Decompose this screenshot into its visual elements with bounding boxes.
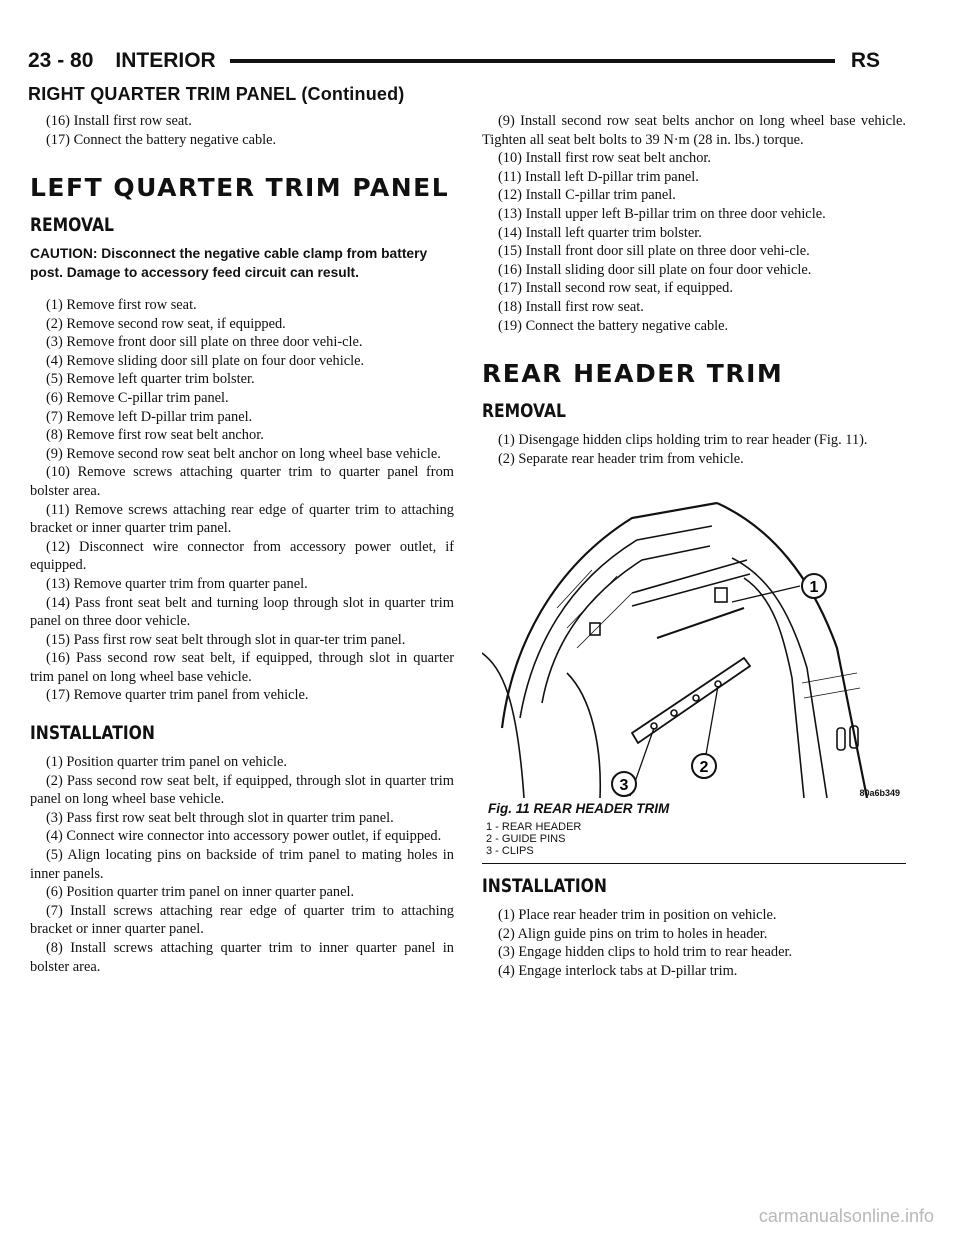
step: (17) Connect the battery negative cable. [46, 131, 277, 148]
legend-item: 3 - CLIPS [486, 844, 534, 857]
step: (1) Remove first row seat. [46, 297, 197, 313]
watermark: carmanualsonline.info [758, 1206, 934, 1226]
step: (8) Install screws attaching quarter trim to inner quarter panel in bolster area. [30, 940, 454, 975]
figure-caption: Fig. 11 REAR HEADER TRIM [488, 801, 670, 817]
step: (11) Install left D-pillar trim panel. [498, 168, 699, 185]
step: (16) Install sliding door sill plate on four door vehicle. [498, 261, 812, 278]
step: (4) Remove sliding door sill plate on four door vehicle. [46, 352, 365, 369]
callout-1: 1 [809, 579, 819, 597]
page-number: 23 - 80 [28, 49, 94, 72]
step: (16) Pass second row seat belt, if equipped, through slot in quarter trim panel on long wheel base vehicle. [30, 650, 454, 685]
step: (7) Install screws attaching rear edge of quarter trim to attaching bracket or inner quarter panel. [30, 902, 454, 938]
step: (4) Engage interlock tabs at D-pillar trim. [498, 962, 738, 979]
step: (12) Install C-pillar trim panel. [498, 187, 676, 204]
heading-installation: INSTALLATION [482, 874, 607, 897]
right-column [482, 112, 906, 980]
step: (2) Align guide pins on trim to holes in header. [498, 925, 768, 942]
step: (7) Remove left D-pillar trim panel. [46, 408, 253, 425]
step: (15) Pass first row seat belt through slot in quar-ter trim panel. [46, 631, 406, 648]
legend-item: 2 - GUIDE PINS [486, 832, 566, 845]
heading-left-quarter-trim-panel: LEFT QUARTER TRIM PANEL [30, 173, 450, 203]
step: (2) Separate rear header trim from vehicle. [498, 450, 744, 467]
left-column [30, 112, 454, 976]
figure-rear-header-trim [482, 498, 906, 864]
legend-item: 1 - REAR HEADER [486, 820, 582, 833]
heading-removal: REMOVAL [482, 400, 566, 423]
step: (8) Remove first row seat belt anchor. [46, 427, 264, 444]
step: (5) Remove left quarter trim bolster. [46, 371, 255, 388]
step: (12) Disconnect wire connector from accessory power outlet, if equipped. [30, 538, 454, 574]
heading-rear-header-trim: REAR HEADER TRIM [482, 359, 784, 389]
step: (9) Install second row seat belts anchor on long wheel base vehicle. Tighten all seat belt bolts to 39 N·m (28 in. lbs.) torque. [482, 113, 906, 148]
step: (15) Install front door sill plate on three door vehi-cle. [498, 243, 810, 260]
step: (3) Engage hidden clips to hold trim to rear header. [498, 944, 793, 961]
callout-3: 3 [619, 777, 629, 795]
step: (19) Connect the battery negative cable. [498, 317, 729, 334]
step: (2) Pass second row seat belt, if equipped, through slot in quarter trim panel on long wheel base vehicle. [30, 772, 454, 808]
step: (17) Install second row seat, if equipped. [498, 280, 733, 297]
step: (17) Remove quarter trim panel from vehicle. [46, 687, 309, 704]
step: (13) Remove quarter trim from quarter panel. [46, 575, 308, 592]
step: (2) Remove second row seat, if equipped. [46, 315, 286, 332]
continued-heading: RIGHT QUARTER TRIM PANEL (Continued) [28, 84, 405, 104]
rear-header-trim-illustration [482, 498, 902, 798]
removal-steps [30, 296, 454, 705]
step: (4) Connect wire connector into accessory power outlet, if equipped. [46, 828, 442, 845]
installation-steps-continued [482, 112, 906, 335]
step: (14) Install left quarter trim bolster. [498, 224, 702, 241]
step: (10) Install first row seat belt anchor. [498, 150, 711, 167]
step: (9) Remove second row seat belt anchor on long wheel base vehicle. [46, 445, 441, 462]
heading-installation: INSTALLATION [30, 722, 155, 745]
model-code: RS [850, 49, 880, 72]
step: (1) Disengage hidden clips holding trim to rear header (Fig. 11). [498, 432, 868, 449]
step: (13) Install upper left B-pillar trim on three door vehicle. [498, 205, 826, 222]
step: (1) Place rear header trim in position on vehicle. [498, 906, 777, 923]
step: (18) Install first row seat. [498, 298, 644, 315]
caution-note: CAUTION: Disconnect the negative cable clamp from battery post. Damage to accessory feed circuit can result. [30, 246, 428, 280]
step: (16) Install first row seat. [46, 113, 192, 129]
installation-steps [30, 753, 454, 976]
step: (10) Remove screws attaching quarter trim to quarter panel from bolster area. [30, 464, 454, 499]
heading-removal: REMOVAL [30, 214, 114, 237]
step: (3) Pass first row seat belt through slot in quarter trim panel. [46, 809, 394, 826]
figure-id: 80a6b349 [859, 788, 900, 799]
step: (6) Remove C-pillar trim panel. [46, 389, 229, 406]
section-title: INTERIOR [115, 49, 216, 72]
step: (6) Position quarter trim panel on inner quarter panel. [46, 884, 355, 901]
figure-legend [486, 821, 906, 857]
figure-rule [482, 863, 906, 864]
step: (1) Position quarter trim panel on vehicle. [46, 754, 287, 771]
callout-2: 2 [699, 759, 709, 777]
step: (14) Pass front seat belt and turning loop through slot in quarter trim panel on three door vehicle. [30, 594, 454, 630]
step: (5) Align locating pins on backside of trim panel to mating holes in inner panels. [30, 847, 454, 882]
header-rule [230, 59, 835, 63]
step: (11) Remove screws attaching rear edge of quarter trim to attaching bracket or inner quarter trim panel. [30, 501, 454, 537]
page-header [28, 44, 880, 78]
step: (3) Remove front door sill plate on three door vehi-cle. [46, 334, 363, 351]
